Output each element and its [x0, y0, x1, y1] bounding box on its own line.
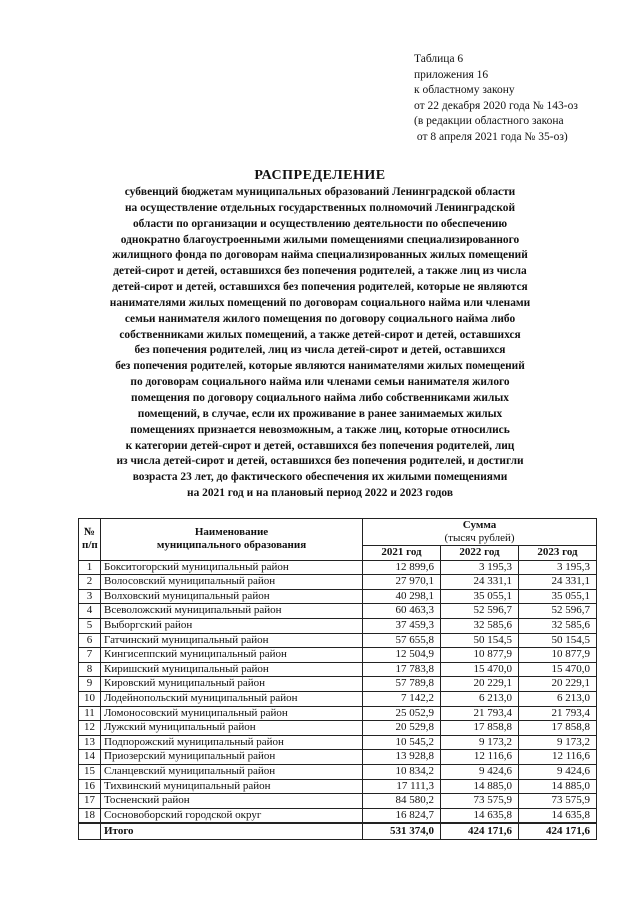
- row-number: 7: [79, 648, 101, 663]
- table-row: [79, 662, 597, 677]
- row-amount-2022: 9 173,2: [441, 735, 519, 750]
- row-amount-2022: 12 116,6: [441, 750, 519, 765]
- table-row: [79, 691, 597, 706]
- header-sum-unit: (тысяч рублей): [444, 532, 515, 544]
- subtitle-line: помещениях признается невозможным, а также лиц, которые относились: [130, 423, 510, 436]
- total-amount-2023: 424 171,6: [519, 823, 597, 840]
- row-number: 10: [79, 691, 101, 706]
- appendix-note-line: (в редакции областного закона: [414, 115, 564, 127]
- subtitle-line: к категории детей-сирот и детей, оставшихся без попечения родителей, лиц: [125, 439, 515, 452]
- row-municipality-name: Тосненский район: [101, 794, 363, 809]
- row-number: 8: [79, 662, 101, 677]
- total-label: Итого: [101, 823, 363, 840]
- table-header-row: [79, 519, 597, 546]
- table-row: [79, 677, 597, 692]
- row-amount-2021: 60 463,3: [363, 604, 441, 619]
- subtitle-line: собственниками жилых помещений, а также детей-сирот и детей, оставшихся: [119, 328, 521, 341]
- row-amount-2021: 13 928,8: [363, 750, 441, 765]
- header-number-line1: №: [83, 526, 96, 539]
- table-row: [79, 589, 597, 604]
- subtitle-line: из числа детей-сирот и детей, оставшихся без попечения родителей, и достигли: [116, 455, 524, 468]
- row-amount-2023: 12 116,6: [519, 750, 597, 765]
- subtitle-line: помещения по договору социального найма либо собственниками жилых: [131, 391, 509, 404]
- document-subtitle: [78, 185, 562, 502]
- row-amount-2021: 20 529,8: [363, 721, 441, 736]
- row-amount-2023: 21 793,4: [519, 706, 597, 721]
- row-amount-2021: 37 459,3: [363, 618, 441, 633]
- header-number-line2: п/п: [82, 539, 98, 552]
- row-municipality-name: Лужский муниципальный район: [101, 721, 363, 736]
- row-amount-2023: 9 173,2: [519, 735, 597, 750]
- table-row: [79, 560, 597, 575]
- table-row: [79, 808, 597, 823]
- row-amount-2023: 15 470,0: [519, 662, 597, 677]
- row-amount-2022: 17 858,8: [441, 721, 519, 736]
- appendix-note-line: от 8 апреля 2021 года № 35-оз): [414, 130, 568, 143]
- row-municipality-name: Ломоносовский муниципальный район: [101, 706, 363, 721]
- row-number: 5: [79, 618, 101, 633]
- row-amount-2022: 21 793,4: [441, 706, 519, 721]
- subtitle-line: жилищного фонда по договорам найма специализированных жилых помещений: [112, 249, 528, 262]
- row-amount-2023: 24 331,1: [519, 575, 597, 590]
- total-amount-2022: 424 171,6: [441, 823, 519, 840]
- row-amount-2021: 17 111,3: [363, 779, 441, 794]
- subtitle-line: субвенций бюджетам муниципальных образований Ленинградской области: [124, 186, 516, 198]
- appendix-note-line: приложения 16: [414, 68, 489, 81]
- row-number: 13: [79, 735, 101, 750]
- row-amount-2022: 52 596,7: [441, 604, 519, 619]
- row-number: 16: [79, 779, 101, 794]
- row-amount-2021: 12 899,6: [363, 560, 441, 575]
- table-row: [79, 706, 597, 721]
- row-amount-2021: 12 504,9: [363, 648, 441, 663]
- row-municipality-name: Выборгский район: [101, 618, 363, 633]
- subtitle-line: детей-сирот и детей, оставшихся без попечения родителей, а также лиц из числа: [113, 265, 527, 278]
- row-amount-2022: 20 229,1: [441, 677, 519, 692]
- subtitle-line: детей-сирот и детей, оставшихся без попечения родителей, которые не являются: [112, 281, 528, 294]
- row-amount-2021: 57 789,8: [363, 677, 441, 692]
- table-row: [79, 648, 597, 663]
- table-row: [79, 750, 597, 765]
- table-row: [79, 633, 597, 648]
- row-municipality-name: Лодейнопольский муниципальный район: [101, 691, 363, 706]
- row-municipality-name: Приозерский муниципальный район: [101, 750, 363, 765]
- row-number: 14: [79, 750, 101, 765]
- row-number: 3: [79, 589, 101, 604]
- appendix-note: [414, 52, 614, 145]
- row-amount-2021: 17 783,8: [363, 662, 441, 677]
- row-amount-2023: 32 585,6: [519, 618, 597, 633]
- subtitle-line: помещений, в случае, если их проживание в ранее занимаемых жилых: [137, 407, 503, 420]
- row-amount-2022: 9 424,6: [441, 764, 519, 779]
- row-amount-2022: 10 877,9: [441, 648, 519, 663]
- column-header-2022: 2022 год: [441, 546, 519, 561]
- row-number: 15: [79, 764, 101, 779]
- row-municipality-name: Волховский муниципальный район: [101, 589, 363, 604]
- row-amount-2021: 10 545,2: [363, 735, 441, 750]
- row-municipality-name: Волосовский муниципальный район: [101, 575, 363, 590]
- row-municipality-name: Кингисеппский муниципальный район: [101, 648, 363, 663]
- subtitle-line: области по организации и осуществлению деятельности по обеспечению: [132, 217, 508, 230]
- row-number: 17: [79, 794, 101, 809]
- column-header-sum: [363, 519, 597, 546]
- row-amount-2021: 40 298,1: [363, 589, 441, 604]
- row-number: 12: [79, 721, 101, 736]
- table-row: [79, 735, 597, 750]
- row-amount-2023: 17 858,8: [519, 721, 597, 736]
- row-amount-2023: 6 213,0: [519, 691, 597, 706]
- row-amount-2023: 3 195,3: [519, 560, 597, 575]
- row-amount-2023: 50 154,5: [519, 633, 597, 648]
- row-amount-2023: 14 885,0: [519, 779, 597, 794]
- row-number: 6: [79, 633, 101, 648]
- row-amount-2021: 10 834,2: [363, 764, 441, 779]
- appendix-note-line: к областному закону: [414, 84, 515, 96]
- column-header-number: [79, 519, 101, 561]
- table-row: [79, 604, 597, 619]
- row-municipality-name: Гатчинский муниципальный район: [101, 633, 363, 648]
- subtitle-line: без попечения родителей, лиц из числа детей-сирот и детей, оставшихся: [134, 344, 506, 357]
- subtitle-line: однократно благоустроенными жилыми помещениями специализированного: [120, 233, 520, 246]
- row-amount-2022: 50 154,5: [441, 633, 519, 648]
- subtitle-line: семьи нанимателя жилого помещения по договору социального найма либо: [124, 312, 516, 325]
- row-amount-2023: 20 229,1: [519, 677, 597, 692]
- row-amount-2021: 16 824,7: [363, 808, 441, 823]
- subtitle-line: возраста 23 лет, до фактического обеспечения их жилыми помещениями: [132, 471, 508, 484]
- subtitle-line: без попечения родителей, которые являются нанимателями жилых помещений: [115, 360, 525, 373]
- subtitle-line: на 2021 год и на плановый период 2022 и 2023 годов: [187, 487, 453, 500]
- table-row: [79, 618, 597, 633]
- column-header-2021: 2021 год: [363, 546, 441, 561]
- row-municipality-name: Кировский муниципальный район: [101, 677, 363, 692]
- row-amount-2022: 3 195,3: [441, 560, 519, 575]
- subtitle-line: по договорам социального найма или членами семьи нанимателя жилого: [130, 376, 510, 389]
- row-amount-2023: 35 055,1: [519, 589, 597, 604]
- row-number: 11: [79, 706, 101, 721]
- row-amount-2021: 57 655,8: [363, 633, 441, 648]
- table-row: [79, 779, 597, 794]
- table-total-row: [79, 823, 597, 840]
- row-amount-2023: 73 575,9: [519, 794, 597, 809]
- row-amount-2022: 24 331,1: [441, 575, 519, 590]
- row-municipality-name: Киришский муниципальный район: [101, 662, 363, 677]
- row-amount-2021: 84 580,2: [363, 794, 441, 809]
- row-number: 2: [79, 575, 101, 590]
- row-amount-2022: 73 575,9: [441, 794, 519, 809]
- total-amount-2021: 531 374,0: [363, 823, 441, 840]
- appendix-note-line: от 22 декабря 2020 года № 143-оз: [414, 99, 578, 112]
- row-municipality-name: Сосновоборский городской округ: [101, 808, 363, 823]
- row-number: 9: [79, 677, 101, 692]
- column-header-name: [101, 519, 363, 561]
- row-amount-2022: 32 585,6: [441, 618, 519, 633]
- row-municipality-name: Всеволожский муниципальный район: [101, 604, 363, 619]
- header-name-line2: муниципального образования: [156, 539, 307, 552]
- row-number: 18: [79, 808, 101, 823]
- column-header-2023: 2023 год: [519, 546, 597, 561]
- header-name-line1: Наименование: [194, 526, 269, 539]
- row-municipality-name: Бокситогорский муниципальный район: [101, 560, 363, 575]
- total-number-cell: [79, 823, 101, 840]
- row-municipality-name: Сланцевский муниципальный район: [101, 764, 363, 779]
- row-amount-2021: 7 142,2: [363, 691, 441, 706]
- row-amount-2023: 10 877,9: [519, 648, 597, 663]
- row-amount-2021: 25 052,9: [363, 706, 441, 721]
- row-amount-2023: 52 596,7: [519, 604, 597, 619]
- row-amount-2022: 35 055,1: [441, 589, 519, 604]
- distribution-table: [78, 518, 597, 840]
- subtitle-line: на осуществление отдельных государственных полномочий Ленинградской: [124, 201, 516, 214]
- appendix-note-line: Таблица 6: [414, 53, 464, 65]
- subtitle-line: нанимателями жилых помещений по договорам социального найма или членами: [109, 296, 531, 309]
- row-amount-2023: 9 424,6: [519, 764, 597, 779]
- row-number: 1: [79, 560, 101, 575]
- row-number: 4: [79, 604, 101, 619]
- table-row: [79, 721, 597, 736]
- row-municipality-name: Тихвинский муниципальный район: [101, 779, 363, 794]
- header-sum-line1: Сумма: [462, 519, 497, 531]
- row-amount-2022: 14 635,8: [441, 808, 519, 823]
- document-title: РАСПРЕДЕЛЕНИЕ: [254, 168, 386, 183]
- row-amount-2021: 27 970,1: [363, 575, 441, 590]
- row-amount-2022: 14 885,0: [441, 779, 519, 794]
- table-row: [79, 575, 597, 590]
- row-amount-2023: 14 635,8: [519, 808, 597, 823]
- row-municipality-name: Подпорожский муниципальный район: [101, 735, 363, 750]
- row-amount-2022: 15 470,0: [441, 662, 519, 677]
- table-row: [79, 794, 597, 809]
- table-row: [79, 764, 597, 779]
- row-amount-2022: 6 213,0: [441, 691, 519, 706]
